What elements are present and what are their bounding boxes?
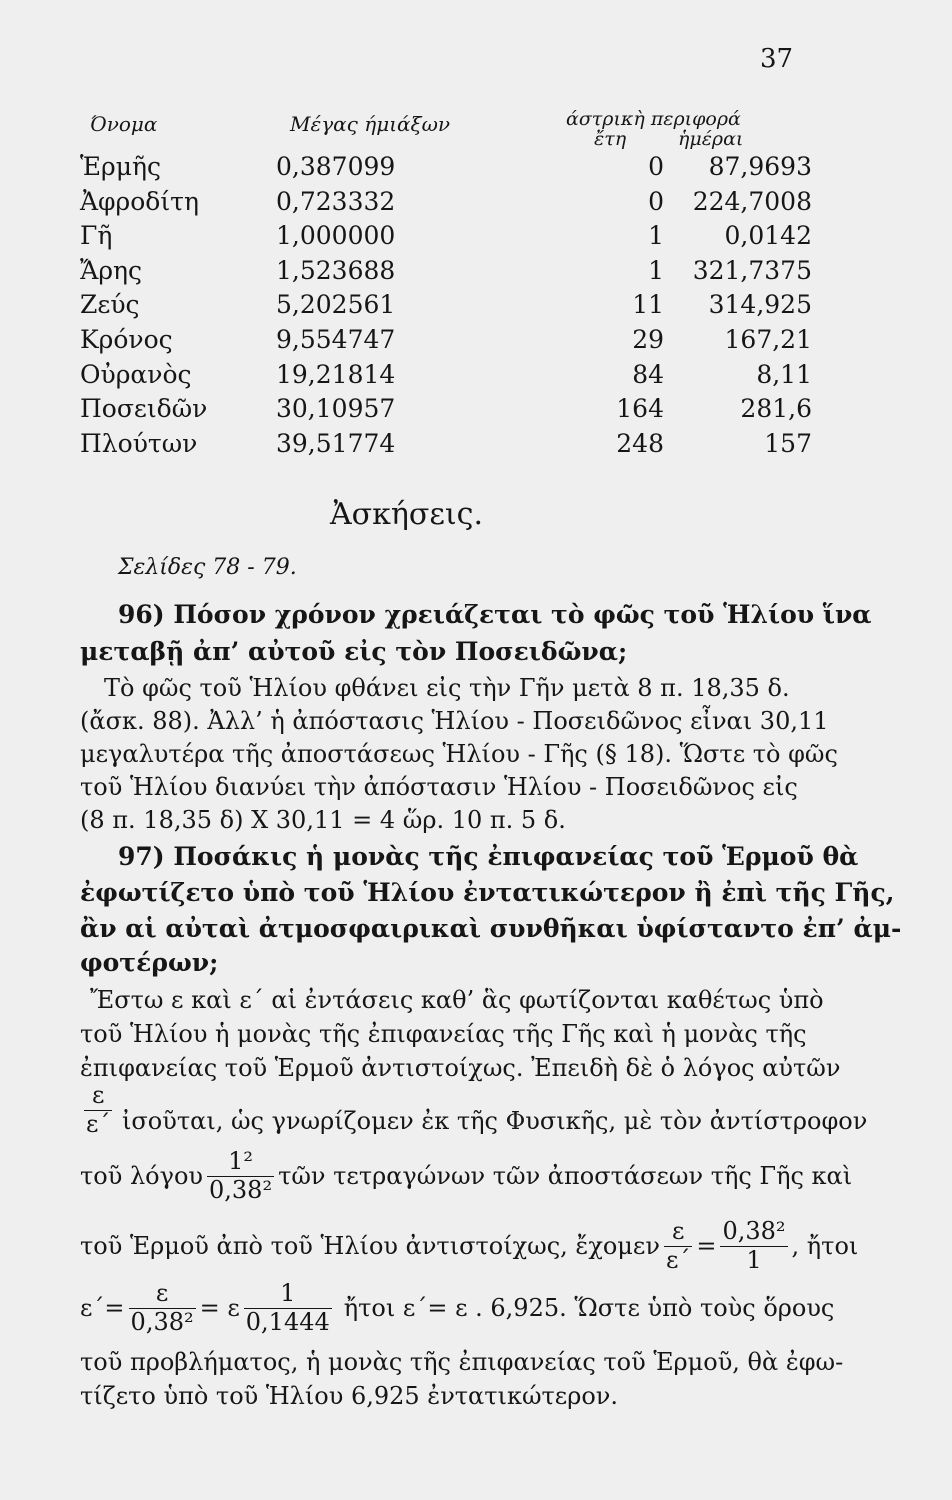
section-title: Ἀσκήσεις. [330, 497, 483, 532]
table-row [80, 323, 812, 358]
exercise-97-question-line-1: 97) Ποσάκις ἡ μονὰς τῆς ἐπιφανείας τοῦ Ἑρμοῦ θὰ [118, 842, 859, 871]
page-number: 37 [760, 44, 794, 74]
exercise-96-answer-line-4: τοῦ Ἡλίου διανύει τὴν ἀπόστασιν Ἡλίου - Ποσειδῶνος εἰς [80, 773, 798, 801]
semi-major-axis: 1,000000 [276, 221, 396, 251]
table-row [80, 219, 812, 254]
semi-major-axis: 9,554747 [276, 324, 396, 354]
period-years: 0 [648, 186, 664, 216]
exercise-97-answer-line-2: τοῦ Ἡλίου ἡ μονὰς τῆς ἐπιφανείας τῆς Γῆς καὶ ἡ μονὰς τῆς [80, 1020, 807, 1048]
table-header-years: ἔτη [594, 128, 627, 150]
semi-major-axis: 30,10957 [276, 394, 396, 424]
table-row [80, 288, 812, 323]
table-row [80, 392, 812, 427]
planet-name: Κρόνος [80, 324, 173, 354]
period-days: 314,925 [708, 290, 812, 320]
exercise-97-answer-line-4: ἰσοῦται, ὡς γνωρίζομεν ἐκ τῆς Φυσικῆς, μὲ τὸν ἀντίστροφον [122, 1107, 868, 1135]
planet-name: Ἄρης [80, 255, 143, 285]
exercise-97-answer-line-8: τοῦ προβλήματος, ἡ μονὰς τῆς ἐπιφανείας τοῦ Ἑρμοῦ, θὰ ἐφω- [80, 1348, 844, 1376]
exercise-96-answer-line-2: (ἄσκ. 88). Ἀλλ’ ἡ ἀπόστασις Ἡλίου - Ποσειδῶνος εἶναι 30,11 [80, 707, 829, 735]
planet-name: Πλούτων [80, 428, 198, 458]
semi-major-axis: 0,723332 [276, 186, 396, 216]
period-years: 248 [616, 428, 664, 458]
exercise-97-answer-line-3: ἐπιφανείας τοῦ Ἑρμοῦ ἀντιστοίχως. Ἐπειδὴ δὲ ὁ λόγος αὐτῶν [80, 1054, 841, 1082]
table-row [80, 185, 812, 220]
planet-name: Ζεύς [80, 290, 140, 320]
exercise-96-answer-line-3: μεγαλυτέρα τῆς ἀποστάσεως Ἡλίου - Γῆς (§ 18). Ὥστε τὸ φῶς [80, 740, 838, 768]
fraction-one-over-038: $\frac{\text{1²}}{\text{0,38²}}$ [209, 1147, 273, 1204]
exercise-96-question-line-1: 96) Πόσον χρόνον χρειάζεται τὸ φῶς τοῦ Ἡλίου ἵνα [118, 600, 872, 629]
ratio-fraction-e: $\frac{\varepsilon}{\varepsilon΄}$ [86, 1081, 111, 1138]
semi-major-axis: 19,21814 [276, 359, 396, 389]
table-row [80, 150, 812, 185]
table-row [80, 427, 812, 462]
period-years: 1 [648, 255, 664, 285]
planet-name: Γῆ [80, 221, 113, 251]
period-days: 167,21 [724, 324, 812, 354]
table-row [80, 358, 812, 393]
exercise-97-question-line-3: ἂν αἱ αὐταὶ ἀτμοσφαιρικαὶ συνθῆκαι ὑφίσταντο ἐπ’ ἀμ- [80, 914, 902, 943]
table-header-period: άστρικὴ περιφορά [566, 108, 741, 130]
exercise-96-answer-line-1: Τὸ φῶς τοῦ Ἡλίου φθάνει εἰς τὴν Γῆν μετὰ 8 π. 18,35 δ. [104, 674, 790, 702]
section-pages: Σελίδες 78 - 79. [118, 555, 297, 580]
table-header-days: ἡμέραι [678, 128, 744, 150]
period-days: 87,9693 [708, 152, 812, 181]
semi-major-axis: 5,202561 [276, 290, 396, 320]
exercise-96-question-line-2: μεταβῇ ἀπ’ αὐτοῦ εἰς τὸν Ποσειδῶνα; [80, 637, 628, 666]
exercise-97-answer-line-9: τίζετο ὑπὸ τοῦ Ἡλίου 6,925 ἐντατικώτερον. [80, 1382, 619, 1410]
period-days: 321,7375 [692, 255, 812, 285]
semi-major-axis: 0,387099 [276, 152, 396, 181]
planet-table [80, 150, 812, 461]
exercise-97-answer-line-1: Ἔστω ε καὶ ε΄ αἱ ἐντάσεις καθ’ ἃς φωτίζονται καθέτως ὑπὸ [90, 986, 824, 1014]
fraction-e-over-038: $\frac{\varepsilon}{\text{0,38²}}$ [130, 1279, 194, 1336]
period-days: 281,6 [740, 394, 812, 424]
table-row [80, 254, 812, 289]
exercise-97-answer-line-5: τοῦ λόγου $\frac{\text{1²}}{\text{0,38²}}$ τῶν τετραγώνων τῶν ἀποστάσεων τῆς Γῆς καὶ [80, 1147, 853, 1204]
fraction-one-over-01444: $\frac{1}{0,1444}$ [245, 1279, 330, 1336]
semi-major-axis: 39,51774 [276, 428, 396, 458]
period-days: 157 [764, 428, 812, 458]
table-header-name: Όνομα [90, 112, 158, 136]
exercise-97-question-line-2: ἐφωτίζετο ὑπὸ τοῦ Ἡλίου ἐντατικώτερον ἢ ἐπὶ τῆς Γῆς, [80, 878, 895, 907]
exercise-96-answer-line-5: (8 π. 18,35 δ) X 30,11 = 4 ὥρ. 10 π. 5 δ. [80, 806, 566, 834]
fraction-e-over-eprime: $\frac{\varepsilon}{\varepsilon΄}$ [665, 1217, 691, 1274]
exercise-97-answer-line-6: τοῦ Ἑρμοῦ ἀπὸ τοῦ Ἡλίου ἀντιστοίχως, ἔχομεν $\frac{\varepsilon}{\varepsilon΄}$ = $\frac{\text{0,38²}}{1}$ , ἤτοι [80, 1217, 859, 1274]
period-days: 8,11 [756, 359, 812, 389]
planet-name: Ποσειδῶν [80, 394, 208, 424]
planet-name: Ἀφροδίτη [80, 186, 199, 216]
period-years: 11 [632, 290, 664, 320]
planet-name: Ἑρμῆς [80, 152, 161, 181]
period-years: 29 [632, 324, 664, 354]
period-years: 84 [632, 359, 664, 389]
period-days: 0,0142 [724, 221, 812, 251]
exercise-97-answer-line-7: ε΄= $\frac{\varepsilon}{\text{0,38²}}$ = ε $\frac{1}{0,1444}$ ἤτοι ε΄= ε . 6,925. Ὥστε ὑπὸ τοὺς ὅρους [80, 1279, 835, 1336]
period-years: 1 [648, 221, 664, 251]
table-header-axis: Μέγας ήμιάξων [290, 112, 451, 136]
period-days: 224,7008 [692, 186, 812, 216]
planet-name: Οὐρανὸς [80, 359, 192, 389]
fraction-038-over-one: $\frac{\text{0,38²}}{1}$ [722, 1217, 786, 1274]
semi-major-axis: 1,523688 [276, 255, 396, 285]
period-years: 164 [616, 394, 664, 424]
period-years: 0 [648, 152, 664, 181]
exercise-97-question-line-4: φοτέρων; [80, 948, 219, 977]
